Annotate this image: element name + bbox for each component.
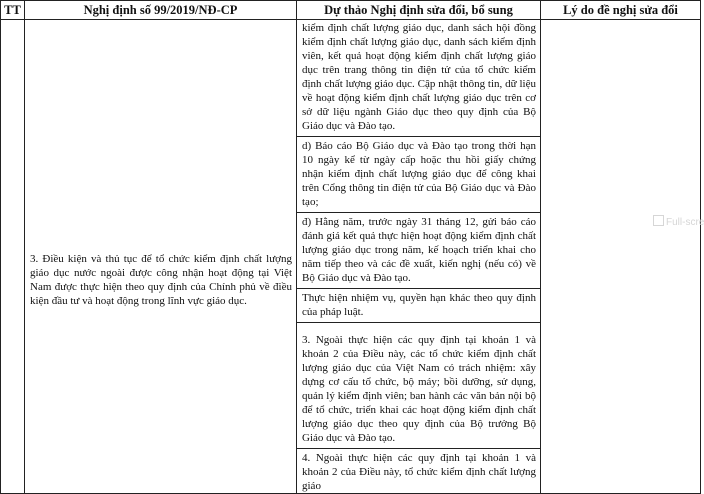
header-row: [1, 1, 701, 20]
reason-cell: [541, 20, 701, 494]
draft-cell: [297, 20, 541, 494]
decree-item-3: 3. Điều kiện và thủ tục để tổ chức kiểm định chất lượng giáo dục nước ngoài được công nhận hoạt động tại Việt Nam được thực hiện theo quy định của Chính phủ về điều kiện đầu tư và hoạt động trong lĩnh vực giáo dục.: [30, 253, 292, 307]
draft-paragraph-d1: d) Báo cáo Bộ Giáo dục và Đào tạo trong thời hạn 10 ngày kể từ ngày cấp hoặc thu hồi giấy chứng nhận kiểm định chất lượng giáo dục để công khai trên Cổng thông tin điện tử của Bộ Giáo dục và Đào tạo;: [297, 136, 540, 209]
header-reason: Lý do đề nghị sửa đổi: [541, 1, 701, 20]
header-draft: Dự thảo Nghị định sửa đổi, bổ sung: [297, 1, 541, 20]
draft-paragraph: kiểm định chất lượng giáo dục, danh sách hội đồng kiểm định chất lượng giáo dục, danh sách kiểm định viên, kết quả hoạt động kiểm định chất lượng giáo dục trên trang thông tin điện tử của tổ chức kiểm định chất lượng giáo dục. Cập nhật thông tin, dữ liệu về hoạt động kiểm định chất lượng giáo dục trên cơ sở dữ liệu ngành Giáo dục theo quy định của Bộ Giáo dục và Đào tạo.: [302, 22, 536, 132]
draft-paragraph-4: 4. Ngoài thực hiện các quy định tại khoản 1 và khoản 2 của Điều này, tổ chức kiểm định chất lượng giáo: [297, 448, 540, 493]
fullscreen-icon: [653, 215, 664, 226]
decree-cell: [25, 20, 297, 494]
header-tt: TT: [1, 1, 25, 20]
fullscreen-button[interactable]: [653, 215, 704, 228]
header-decree: Nghị định số 99/2019/NĐ-CP: [25, 1, 297, 20]
tt-cell: [1, 20, 25, 494]
draft-paragraph-e: Thực hiện nhiệm vụ, quyền hạn khác theo quy định của pháp luật.: [297, 288, 540, 319]
draft-paragraph-3: 3. Ngoài thực hiện các quy định tại khoản 1 và khoản 2 của Điều này, các tổ chức kiểm định chất lượng giáo dục của Việt Nam có trách nhiệm: xây dựng cơ cấu tổ chức, bộ máy; bồi dưỡng, sử dụng, quản lý kiểm định viên; ban hành các văn bản nội bộ để tổ chức, triển khai các hoạt động kiểm định chất lượng giáo dục theo quy định của Bộ trưởng Bộ Giáo dục và Đào tạo.: [297, 322, 540, 445]
table-row: [1, 20, 701, 494]
draft-paragraph-d2: đ) Hằng năm, trước ngày 31 tháng 12, gửi báo cáo đánh giá kết quả thực hiện hoạt động kiểm định chất lượng giáo dục trong năm, kế hoạch triển khai cho năm tiếp theo và các đề xuất, kiến nghị (nếu có) về Bộ Giáo dục và Đào tạo.: [297, 212, 540, 285]
fullscreen-label: Full-scre: [666, 217, 704, 228]
